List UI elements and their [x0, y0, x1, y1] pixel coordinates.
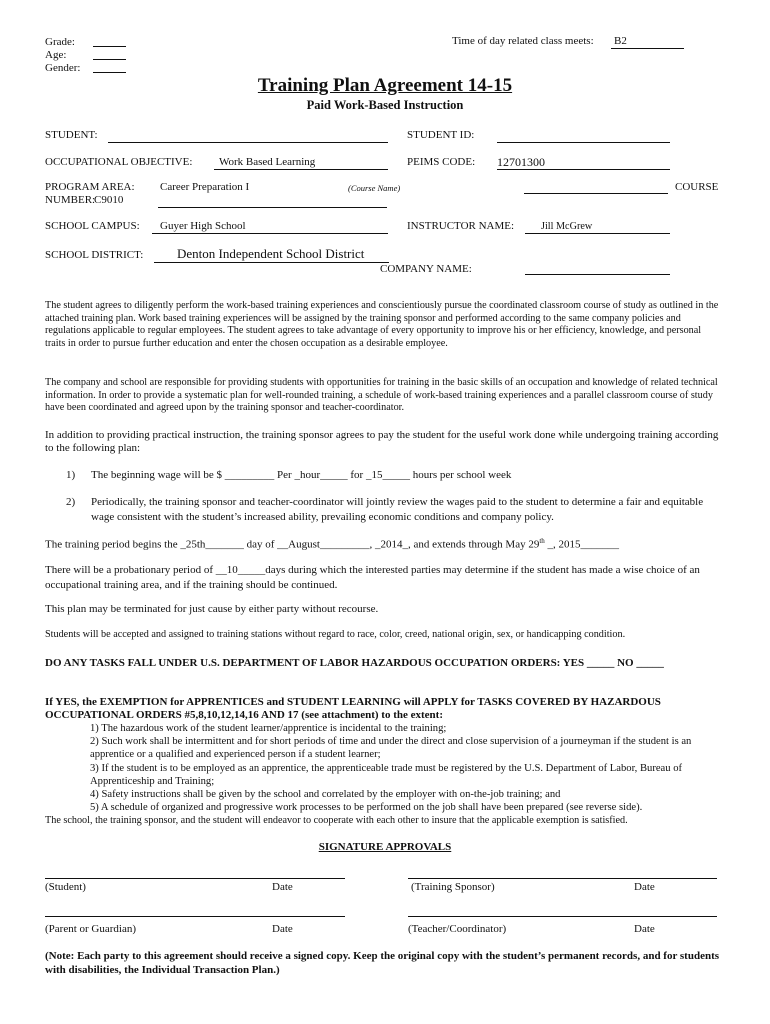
program-area-field[interactable]	[158, 207, 387, 208]
review-item: Periodically, the training sponsor and teacher-coordinator will jointly review the wages paid to the student to determine a fair and equitable wage consistent with the student’s increased ability, prevailing economic conditions and company policy.	[91, 496, 704, 523]
nondiscrimination-text: Students will be accepted and assigned to training stations without regard to race, color, creed, national origin, sex, or handicapping condition.	[45, 629, 626, 640]
district-value: Denton Independent School District	[177, 246, 365, 261]
instructor-value: Jill McGrew	[541, 221, 593, 232]
objective-field[interactable]	[214, 169, 388, 170]
teacher-date-label: Date	[634, 923, 655, 935]
teacher-signature-label: (Teacher/Coordinator)	[408, 923, 507, 935]
probation-paragraph: There will be a probationary period of __10_____days during which the interested parties may determine if the student has made a wise choice of an occupational training area, and if the training should be continued.	[45, 564, 700, 591]
student-id-label: STUDENT ID:	[407, 129, 475, 141]
training-period-text: The training period begins the _25th_______ day of __August_________, _2014_, and extends through May 29th _, 2015_______	[45, 537, 620, 551]
company-school-paragraph: The company and school are responsible for providing students with opportunities for training in the basic skills of an occupation and knowledge of related technical information. In order to provide a systematic plan for well-rounded training, a schedule of work-based training experiences and a parallel classroom course of study have been coordinated and agreed upon by the training sponsor and teacher-coordinator.	[45, 377, 718, 414]
district-label: SCHOOL DISTRICT:	[45, 249, 144, 261]
exemption-item-5: 5) A schedule of organized and progressive work processes to be performed on the job shall have been prepared (see reverse side).	[90, 802, 643, 813]
program-area-value: Career Preparation I	[160, 181, 250, 193]
age-label: Age:	[45, 49, 67, 61]
district-field[interactable]	[154, 262, 389, 263]
teacher-signature-line[interactable]	[408, 916, 717, 917]
parent-signature-line[interactable]	[45, 916, 345, 917]
class-time-field[interactable]	[611, 48, 684, 49]
student-agreement-paragraph: The student agrees to diligently perform the work-based training experiences and conscientiously pursue the coordinated classroom course of study as outlined in the attached training plan. Work based training experiences will be assigned by the training sponsor and performed according to the same company policies and regulations applicable to regular employees. The student agrees to take advantage of every opportunity to improve his or her efficiency, knowledge, and personal traits in order to pursue further education and enter the chosen occupation as a desirable employee.	[45, 300, 719, 349]
signed-copy-note: (Note: Each party to this agreement should receive a signed copy. Keep the original copy with the student’s permanent records, and for students with disabilities, the Individual Transaction Plan.)	[45, 950, 720, 976]
instructor-field[interactable]	[525, 233, 670, 234]
wage-item: The beginning wage will be $ _________ Per _hour_____ for _15_____ hours per school week	[91, 469, 512, 481]
student-signature-line[interactable]	[45, 878, 345, 879]
hazardous-orders-question: DO ANY TASKS FALL UNDER U.S. DEPARTMENT OF LABOR HAZARDOUS OCCUPATION ORDERS: YES _____ NO _____	[45, 657, 664, 669]
exemption-item-1: 1) The hazardous work of the student learner/apprentice is incidental to the training;	[90, 723, 447, 734]
parent-date-label: Date	[272, 923, 293, 935]
student-id-field[interactable]	[497, 142, 670, 143]
course-field[interactable]	[524, 193, 668, 194]
student-field[interactable]	[108, 142, 388, 143]
exemption-item-2: 2) Such work shall be intermittent and for short periods of time and under the direct and close supervision of a journeyman if the student is an apprentice or a qualified and experienced person if a student learner;	[90, 736, 692, 761]
number-label: NUMBER:	[45, 194, 96, 206]
company-label: COMPANY NAME:	[380, 263, 472, 275]
exemption-item-4: 4) Safety instructions shall be given by the school and correlated by the employer with on-the-job training; and	[90, 789, 561, 800]
document-title: Training Plan Agreement 14-15	[257, 75, 513, 96]
parent-signature-label: (Parent or Guardian)	[45, 923, 137, 935]
sponsor-signature-label: (Training Sponsor)	[411, 881, 495, 893]
program-area-label: PROGRAM AREA:	[45, 181, 135, 193]
cooperation-text: The school, the training sponsor, and the student will endeavor to cooperate with each other to insure that the applicable exemption is satisfied.	[45, 815, 628, 826]
sponsor-signature-line[interactable]	[408, 878, 717, 879]
class-time-value: B2	[614, 35, 627, 47]
course-label: COURSE	[675, 181, 719, 193]
company-field[interactable]	[525, 274, 670, 275]
sponsor-date-label: Date	[634, 881, 655, 893]
campus-value: Guyer High School	[160, 220, 246, 232]
wage-item-number: 1)	[66, 469, 76, 481]
exemption-item-3: 3) If the student is to be employed as an apprentice, the apprenticeable trade must be registered by the U.S. Department of Labor, Bureau of Apprenticeship and Training;	[90, 763, 683, 788]
peims-value: 12701300	[497, 155, 545, 169]
exemption-heading: If YES, the EXEMPTION for APPRENTICES and STUDENT LEARNING will APPLY for TASKS COVERED BY HAZARDOUS OCCUPATIONAL ORDERS #5,8,10,12,14,16 AND 17 (see attachment) to the extent:	[45, 696, 661, 721]
peims-field[interactable]	[497, 169, 670, 170]
student-signature-label: (Student)	[45, 881, 86, 893]
gender-label: Gender:	[45, 62, 81, 74]
age-field[interactable]	[93, 59, 126, 60]
student-label: STUDENT:	[45, 129, 98, 141]
document-subtitle: Paid Work-Based Instruction	[306, 98, 464, 112]
peims-label: PEIMS CODE:	[407, 156, 476, 168]
grade-label: Grade:	[45, 36, 75, 48]
class-time-label: Time of day related class meets:	[452, 35, 594, 47]
campus-field[interactable]	[152, 233, 388, 234]
instructor-label: INSTRUCTOR NAME:	[407, 220, 515, 232]
signature-heading: SIGNATURE APPROVALS	[318, 841, 452, 853]
termination-text: This plan may be terminated for just cause by either party without recourse.	[45, 603, 379, 615]
review-item-number: 2)	[66, 496, 76, 508]
grade-field[interactable]	[93, 46, 126, 47]
campus-label: SCHOOL CAMPUS:	[45, 220, 140, 232]
practical-instruction-paragraph: In addition to providing practical instruction, the training sponsor agrees to pay the student for the useful work done while undergoing training according to the following plan:	[45, 429, 719, 455]
objective-label: OCCUPATIONAL OBJECTIVE:	[45, 156, 193, 168]
course-name-hint: (Course Name)	[348, 183, 401, 193]
gender-field[interactable]	[93, 72, 126, 73]
student-date-label: Date	[272, 881, 293, 893]
objective-value: Work Based Learning	[219, 156, 316, 168]
number-value: C9010	[94, 194, 124, 206]
